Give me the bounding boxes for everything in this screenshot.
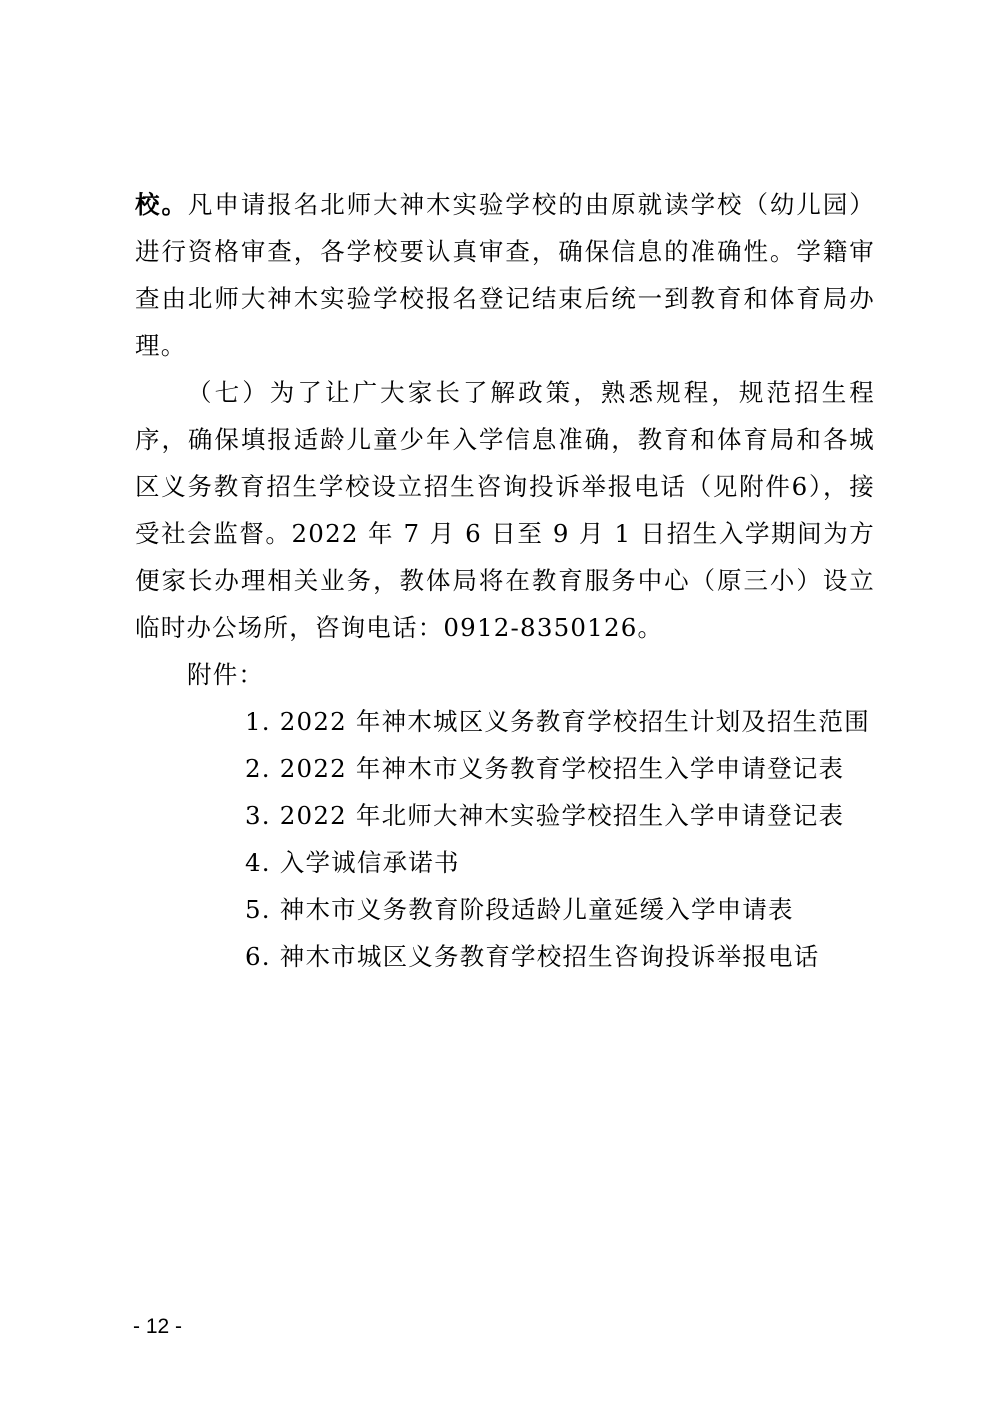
- paragraph-text: 凡申请报名北师大神木实验学校的由原就读学校（幼儿园）进行资格审查，各学校要认真审查，确保信息的准确性。学籍审查由北师大神木实验学校报名登记结束后统一到教育和体育局办理。: [135, 190, 875, 360]
- attachment-item: 5. 神木市义务教育阶段适龄儿童延缓入学申请表: [245, 895, 794, 924]
- attachment-item: 6. 神木市城区义务教育学校招生咨询投诉举报电话: [245, 942, 820, 971]
- document-body: [135, 181, 875, 980]
- attachment-item: 2. 2022 年神木市义务教育学校招生入学申请登记表: [245, 754, 845, 783]
- paragraph-school-qualification-review: [135, 181, 875, 369]
- attachments-label: 附件：: [187, 660, 265, 689]
- bold-lead-text: 校。: [135, 190, 188, 219]
- paragraph-consultation-hotline: （七）为了让广大家长了解政策，熟悉规程，规范招生程序，确保填报适龄儿童少年入学信息准确，教育和体育局和各城区义务教育招生学校设立招生咨询投诉举报电话（见附件6），接受社会监督。2022 年 7 月 6 日至 9 月 1 日招生入学期间为方便家长办理相关业务，教体局将在教育服务中心（原三小）设立临时办公场所，咨询电话：0912-8350126。: [135, 378, 875, 642]
- page-number: - 12 -: [133, 1315, 183, 1338]
- attachment-item: 4. 入学诚信承诺书: [245, 848, 460, 877]
- attachment-item: 1. 2022 年神木城区义务教育学校招生计划及招生范围: [245, 707, 870, 736]
- attachment-item: 3. 2022 年北师大神木实验学校招生入学申请登记表: [245, 801, 845, 830]
- attachments-list: [135, 698, 875, 980]
